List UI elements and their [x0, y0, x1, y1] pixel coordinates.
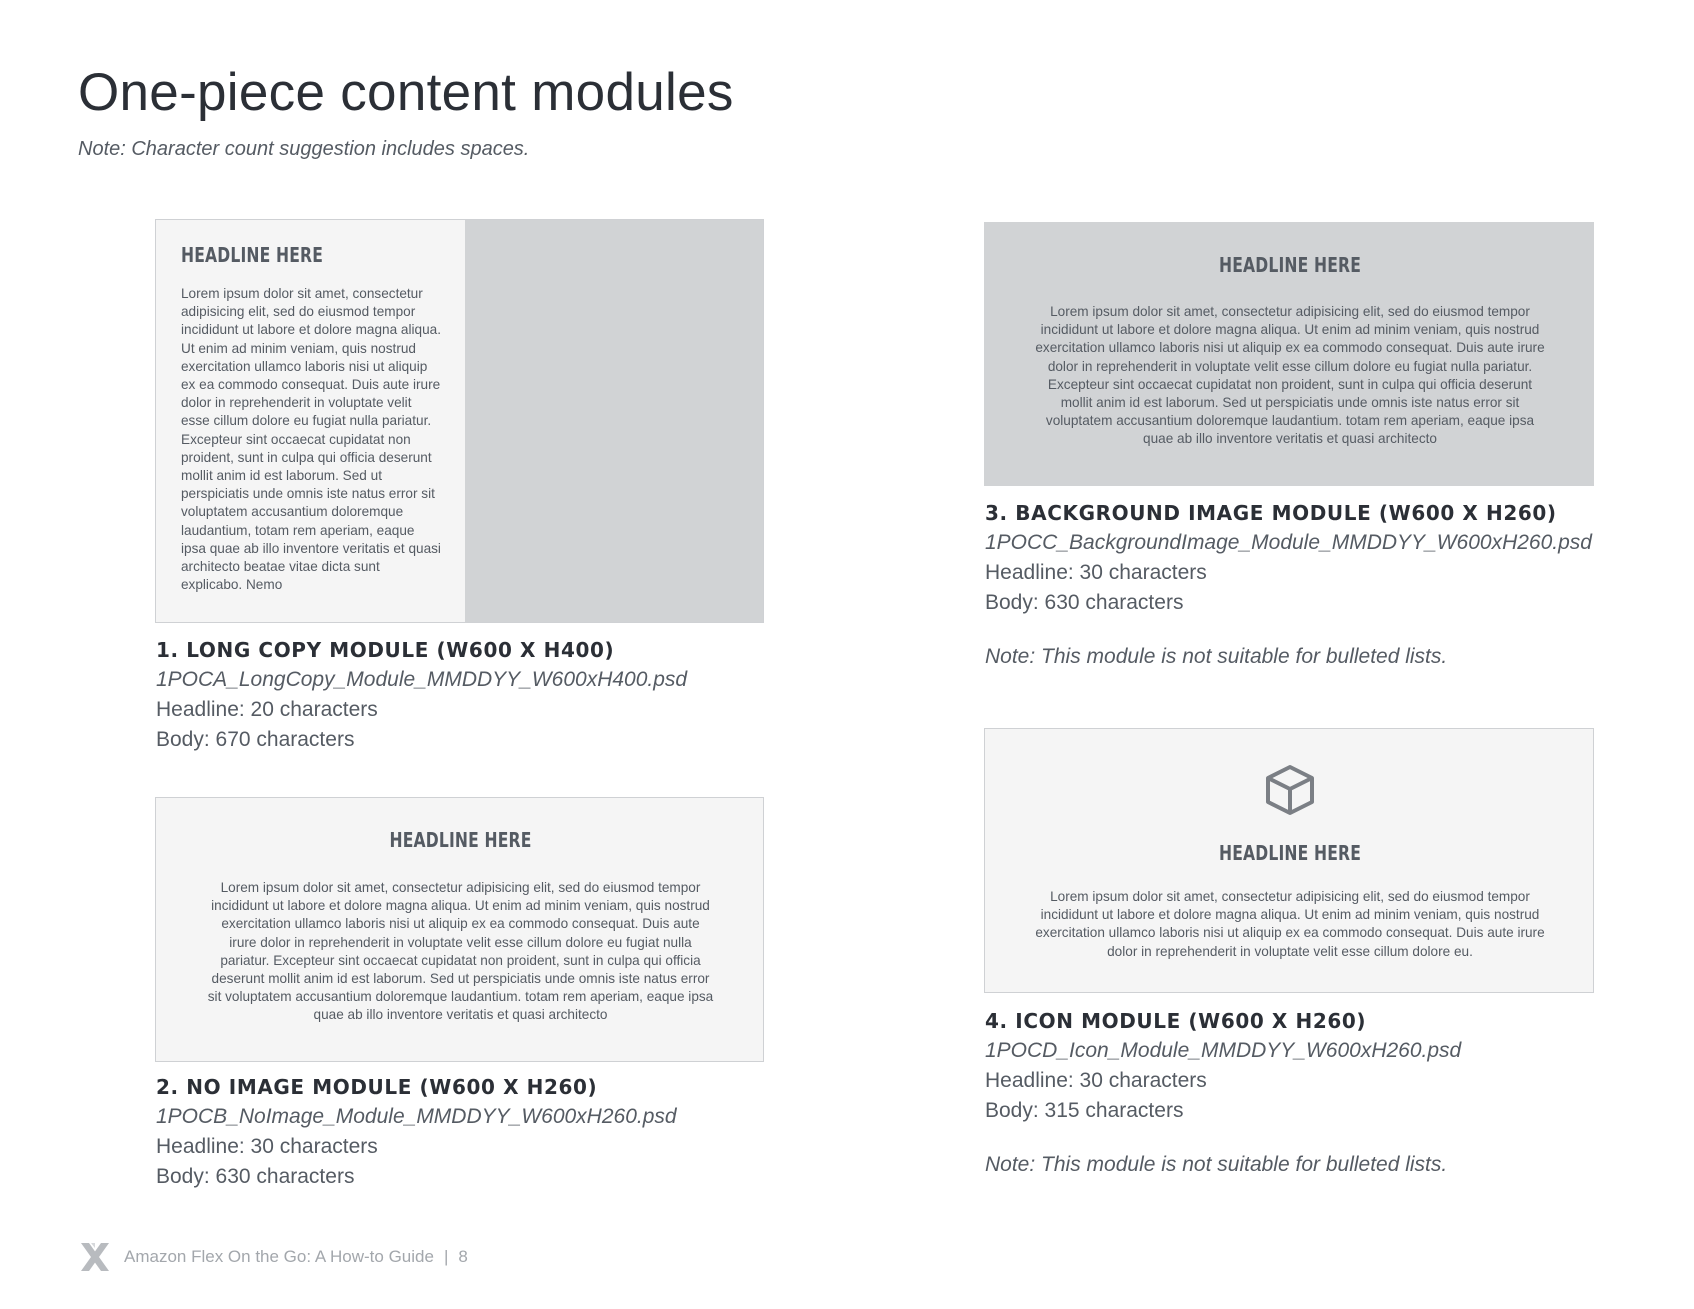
spec-title: 4. ICON MODULE (W600 X H260)	[985, 1009, 1367, 1033]
module-headline: HEADLINE HERE	[1218, 253, 1362, 277]
spec-filename: 1POCB_NoImage_Module_MMDDYY_W600xH260.psd	[156, 1105, 677, 1128]
long-copy-module-preview	[155, 219, 764, 623]
footer-separator: |	[443, 1247, 449, 1266]
spec-note: Note: This module is not suitable for bulleted lists.	[985, 645, 1448, 668]
spec-headline-count: Headline: 20 characters	[156, 698, 378, 721]
spec-body-count: Body: 315 characters	[985, 1099, 1184, 1122]
no-image-module-preview	[155, 797, 764, 1062]
amazon-flex-x-logo	[78, 1240, 112, 1274]
spec-body-count: Body: 630 characters	[985, 591, 1184, 614]
module-body: Lorem ipsum dolor sit amet, consectetur adipisicing elit, sed do eiusmod tempor incididunt ut labore et dolore magna aliqua. Ut enim ad minim veniam, quis nostrud exercitation ullamco laboris nisi ut aliquip ex ea commodo consequat. Duis aute irure dolor in reprehenderit in voluptate velit esse cillum dolore eu fugiat nulla pariatur. Excepteur sint occaecat cupidatat non proident, sunt in culpa qui officia deserunt mollit anim id est laborum. Sed ut perspiciatis unde omnis iste natus error sit voluptatem accusantium doloremque laudantium, totam rem aperiam, eaque ipsa quae ab illo inventore veritatis et quasi architecto beatae vitae dicta sunt explicabo. Nemo	[181, 286, 441, 593]
page-note: Note: Character count suggestion includes spaces.	[78, 138, 530, 160]
spec-title: 2. NO IMAGE MODULE (W600 X H260)	[156, 1075, 598, 1099]
icon-module-spec	[985, 1009, 1625, 1177]
spec-filename: 1POCC_BackgroundImage_Module_MMDDYY_W600xH260.psd	[985, 531, 1592, 554]
spec-filename: 1POCA_LongCopy_Module_MMDDYY_W600xH400.psd	[156, 668, 688, 691]
cube-icon	[1263, 763, 1317, 817]
background-image-module-spec	[985, 501, 1625, 669]
spec-body-count: Body: 670 characters	[156, 728, 355, 751]
spec-title: 3. BACKGROUND IMAGE MODULE (W600 X H260)	[985, 501, 1557, 525]
long-copy-module-spec	[156, 638, 796, 758]
spec-body-count: Body: 630 characters	[156, 1165, 355, 1188]
footer-page-number: 8	[458, 1247, 468, 1266]
spec-headline-count: Headline: 30 characters	[156, 1135, 378, 1158]
background-image-module-preview	[984, 222, 1594, 486]
module-headline: HEADLINE HERE	[181, 243, 324, 267]
footer	[78, 1240, 468, 1274]
spec-headline-count: Headline: 30 characters	[985, 1069, 1207, 1092]
module-body: Lorem ipsum dolor sit amet, consectetur adipisicing elit, sed do eiusmod tempor incididunt ut labore et dolore magna aliqua. Ut enim ad minim veniam, quis nostrud exercitation ullamco laboris nisi ut aliquip ex ea commodo consequat. Duis aute irure dolor in reprehenderit in voluptate velit esse cillum dolore eu fugiat nulla pariatur. Excepteur sint occaecat cupidatat non proident, sunt in culpa qui officia deserunt mollit anim id est laborum. Sed ut perspiciatis unde omnis iste natus error sit voluptatem accusantium doloremque laudantium. totam rem aperiam, eaque ipsa quae ab illo inventore veritatis et quasi architecto	[207, 880, 714, 1023]
spec-note: Note: This module is not suitable for bulleted lists.	[985, 1153, 1448, 1176]
module-headline: HEADLINE HERE	[1218, 841, 1362, 865]
footer-guide-title: Amazon Flex On the Go: A How-to Guide	[124, 1247, 434, 1266]
icon-module-preview	[984, 728, 1594, 993]
page-title: One-piece content modules	[78, 63, 734, 122]
spec-filename: 1POCD_Icon_Module_MMDDYY_W600xH260.psd	[985, 1039, 1462, 1062]
module-body: Lorem ipsum dolor sit amet, consectetur adipisicing elit, sed do eiusmod tempor incididunt ut labore et dolore magna aliqua. Ut enim ad minim veniam, quis nostrud exercitation ullamco laboris nisi ut aliquip ex ea commodo consequat. Duis aute irure dolor in reprehenderit in voluptate velit esse cillum dolore eu.	[1035, 889, 1545, 959]
no-image-module-spec	[156, 1075, 796, 1195]
spec-title: 1. LONG COPY MODULE (W600 X H400)	[156, 638, 615, 662]
spec-headline-count: Headline: 30 characters	[985, 561, 1207, 584]
module-body: Lorem ipsum dolor sit amet, consectetur adipisicing elit, sed do eiusmod tempor incididunt ut labore et dolore magna aliqua. Ut enim ad minim veniam, quis nostrud exercitation ullamco laboris nisi ut aliquip ex ea commodo consequat. Duis aute irure dolor in reprehenderit in voluptate velit esse cillum dolore eu fugiat nulla pariatur. Excepteur sint occaecat cupidatat non proident, sunt in culpa qui officia deserunt mollit anim id est laborum. Sed ut perspiciatis unde omnis iste natus error sit voluptatem accusantium doloremque laudantium. totam rem aperiam, eaque ipsa quae ab illo inventore veritatis et quasi architecto	[1035, 304, 1545, 447]
image-placeholder	[465, 220, 764, 623]
module-headline: HEADLINE HERE	[389, 828, 532, 852]
